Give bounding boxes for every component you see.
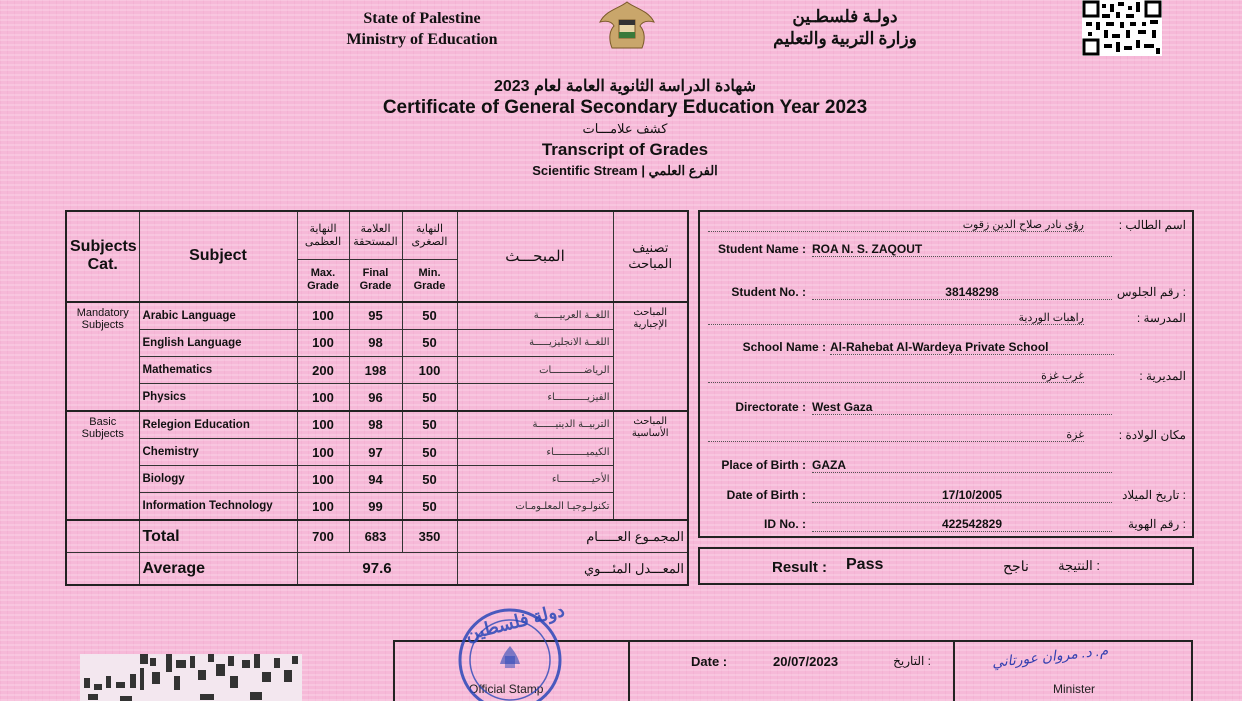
average-row — [66, 553, 688, 585]
header-arabic — [760, 6, 930, 50]
student-no-ar-label: : رقم الجلوس — [1116, 285, 1186, 299]
header-state-en: State of Palestine — [363, 10, 481, 27]
subject-name-ar: الفيزيـــــــــــاء — [457, 384, 613, 411]
min-grade: 50 — [402, 493, 457, 520]
average-value: 97.6 — [297, 553, 457, 585]
school-ar-label: المدرسة : — [1136, 311, 1186, 325]
header-subject: Subject — [139, 211, 297, 302]
max-grade: 100 — [297, 329, 349, 356]
student-name-en-row — [700, 242, 1192, 262]
transcript-arabic: كشف علامـــات — [582, 121, 668, 136]
final-grade: 98 — [349, 329, 402, 356]
dob-row — [700, 488, 1192, 508]
subject-name: English Language — [139, 329, 297, 356]
category-basic-ar: المباحث الأساسية — [613, 411, 688, 520]
subject-name-ar: اللغــة العربيـــــــة — [457, 302, 613, 329]
pob-en-row — [700, 458, 1192, 478]
subject-name: Relegion Education — [139, 411, 297, 438]
header-subject-ar: المبحـــث — [457, 211, 613, 302]
subject-name: Mathematics — [139, 357, 297, 384]
date-value: 20/07/2023 — [773, 654, 839, 669]
min-grade: 50 — [402, 438, 457, 465]
title-arabic: شهادة الدراسة الثانوية العامة لعام 2023 — [493, 78, 757, 95]
official-stamp-label: Official Stamp — [469, 682, 544, 696]
header-min-ar: النهاية الصغرى — [402, 211, 457, 260]
student-no-value: 38148298 — [812, 285, 1112, 300]
dob-value: 17/10/2005 — [812, 488, 1112, 503]
final-grade: 98 — [349, 411, 402, 438]
pob-label: Place of Birth : — [721, 458, 806, 472]
minister-signature: م. د. مروان عورتاني — [991, 641, 1109, 671]
divider — [953, 642, 955, 701]
max-grade: 100 — [297, 466, 349, 493]
student-name-label: Student Name : — [717, 242, 806, 256]
subject-name-ar: الكيميـــــــــــاء — [457, 438, 613, 465]
table-row — [66, 357, 688, 384]
min-grade: 50 — [402, 384, 457, 411]
header-english — [322, 8, 522, 50]
header-state-ar: دولـة فلسطـين — [792, 7, 898, 26]
min-grade: 50 — [402, 329, 457, 356]
subject-name: Arabic Language — [139, 302, 297, 329]
subject-name: Chemistry — [139, 438, 297, 465]
subject-name: Information Technology — [139, 493, 297, 520]
id-label: ID No. : — [764, 517, 806, 531]
max-grade: 100 — [297, 384, 349, 411]
min-grade: 100 — [402, 357, 457, 384]
category-mandatory: Mandatory Subjects — [66, 302, 139, 411]
subject-name-ar: اللغــة الانجليزيـــــة — [457, 329, 613, 356]
header-final-ar: العلامة المستحقة — [349, 211, 402, 260]
table-row — [66, 329, 688, 356]
total-min: 350 — [402, 520, 457, 552]
header-category: Subjects Cat. — [66, 211, 139, 302]
pob-ar-row — [700, 428, 1192, 448]
dob-label: Date of Birth : — [726, 488, 806, 502]
date-ar-label: : التاريخ — [893, 654, 931, 668]
final-grade: 94 — [349, 466, 402, 493]
directorate-ar-row — [700, 369, 1192, 389]
school-ar-row — [700, 311, 1192, 331]
header-max-ar: النهاية العظمى — [297, 211, 349, 260]
student-name-ar: رؤى نادر صلاح الدين زقوت — [708, 218, 1084, 232]
pob-ar: غزة — [708, 428, 1084, 442]
total-max: 700 — [297, 520, 349, 552]
header-category-ar: تصنيف المباحث — [613, 211, 688, 302]
eagle-emblem-icon — [598, 0, 656, 52]
table-row — [66, 302, 688, 329]
subject-name-ar: الرياضـــــــــــات — [457, 357, 613, 384]
final-grade: 95 — [349, 302, 402, 329]
category-mandatory-ar: المباحث الإجبارية — [613, 302, 688, 411]
total-label-ar: المجمـوع العـــــام — [457, 520, 688, 552]
directorate-en-row — [700, 400, 1192, 420]
total-row — [66, 520, 688, 552]
total-final: 683 — [349, 520, 402, 552]
transcript-english: Transcript of Grades — [541, 140, 709, 159]
qr-code-icon — [1082, 0, 1162, 56]
table-row — [66, 411, 688, 438]
student-name-ar-row — [700, 218, 1192, 238]
date-label: Date : — [691, 654, 728, 669]
title-english: Certificate of General Secondary Education Year 2023 — [382, 97, 868, 118]
min-grade: 50 — [402, 466, 457, 493]
stream — [300, 160, 950, 181]
minister-label: Minister — [1053, 682, 1096, 696]
total-label: Total — [139, 520, 297, 552]
pob-ar-label: مكان الولادة : — [1118, 428, 1186, 442]
final-grade: 97 — [349, 438, 402, 465]
divider — [628, 642, 630, 701]
header-min-en: Min. Grade — [402, 260, 457, 302]
result-value-ar: ناجح — [1003, 558, 1029, 574]
max-grade: 100 — [297, 493, 349, 520]
final-grade: 99 — [349, 493, 402, 520]
max-grade: 100 — [297, 302, 349, 329]
directorate-en: West Gaza — [812, 400, 1112, 415]
subject-name-ar: تكنولـوجيـا المعلـومـات — [457, 493, 613, 520]
table-row — [66, 493, 688, 520]
header-ministry-en: Ministry of Education — [346, 31, 498, 48]
subject-name: Biology — [139, 466, 297, 493]
id-ar-label: : رقم الهوية — [1127, 517, 1186, 531]
max-grade: 200 — [297, 357, 349, 384]
subject-name-ar: الأحيـــــــــــاء — [457, 466, 613, 493]
final-grade: 96 — [349, 384, 402, 411]
student-no-label: Student No. : — [731, 285, 806, 299]
category-basic: Basic Subjects — [66, 411, 139, 520]
student-no-row — [700, 285, 1192, 305]
stamp-text: دولة فلسطين — [463, 600, 567, 644]
school-en-row — [700, 340, 1192, 360]
table-row — [66, 466, 688, 493]
id-value: 422542829 — [812, 517, 1112, 532]
id-row — [700, 517, 1192, 537]
school-en: Al-Rahebat Al-Wardeya Private School — [830, 340, 1114, 355]
directorate-ar-label: المديرية : — [1139, 369, 1186, 383]
header-final-en: Final Grade — [349, 260, 402, 302]
table-row — [66, 384, 688, 411]
directorate-label: Directorate : — [735, 400, 806, 414]
school-ar: راهبات الوردية — [708, 311, 1084, 325]
result-label: Result : — [772, 559, 828, 576]
student-info-box — [698, 210, 1194, 538]
header-max-en: Max. Grade — [297, 260, 349, 302]
dob-ar-label: : تاريخ الميلاد — [1122, 488, 1186, 502]
table-row — [66, 438, 688, 465]
pob-en: GAZA — [812, 458, 1112, 473]
barcode-icon — [80, 654, 302, 701]
header-ministry-ar: وزارة التربية والتعليم — [773, 29, 917, 48]
max-grade: 100 — [297, 411, 349, 438]
directorate-ar: غرب غزة — [708, 369, 1084, 383]
school-label: School Name : — [742, 340, 826, 354]
title-block — [300, 76, 950, 181]
result-ar-label: : النتيجة — [1058, 558, 1100, 573]
stream-arabic: الفرع العلمي — [648, 163, 718, 178]
grades-table — [65, 210, 689, 586]
min-grade: 50 — [402, 411, 457, 438]
max-grade: 100 — [297, 438, 349, 465]
average-label: Average — [139, 553, 297, 585]
subject-name-ar: التربيــة الدينيــــــة — [457, 411, 613, 438]
final-grade: 198 — [349, 357, 402, 384]
student-name-en: ROA N. S. ZAQOUT — [812, 242, 1112, 257]
subject-name: Physics — [139, 384, 297, 411]
student-name-ar-label: اسم الطالب : — [1118, 218, 1186, 232]
stream-separator: | — [641, 163, 645, 178]
result-value: Pass — [846, 556, 884, 573]
table-header-row — [66, 211, 688, 260]
result-box — [698, 547, 1194, 585]
stream-english: Scientific Stream — [532, 163, 638, 178]
average-label-ar: المعـــدل المئـــوي — [457, 553, 688, 585]
min-grade: 50 — [402, 302, 457, 329]
